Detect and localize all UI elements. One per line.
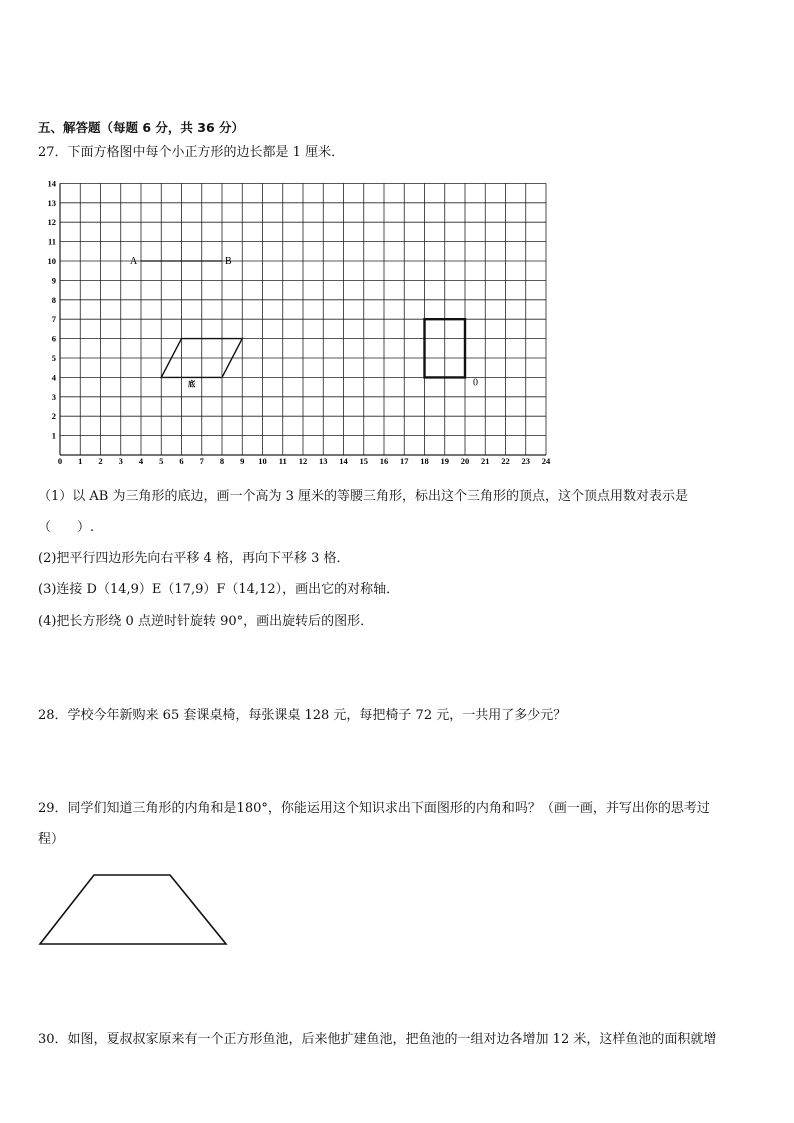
y-tick-label: 14 (47, 178, 56, 189)
y-tick-label: 12 (47, 217, 56, 228)
section-title: 五、解答题（每题 6 分，共 36 分） (38, 120, 245, 135)
y-tick-label: 2 (51, 411, 56, 422)
coordinate-grid (0, 0, 794, 480)
pivot-label: 0 (473, 377, 478, 389)
question-27-part-1: （1）以 AB 为三角形的底边，画一个高为 3 厘米的等腰三角形，标出这个三角形的顶点，这个顶点用数对表示是 (38, 489, 689, 504)
x-tick-label: 8 (219, 456, 225, 466)
x-tick-label: 24 (541, 456, 551, 466)
y-tick-label: 9 (51, 275, 56, 286)
x-tick-label: 9 (240, 456, 245, 466)
y-tick-label: 7 (51, 314, 56, 325)
x-tick-label: 14 (339, 456, 348, 466)
question-30: 30．如图，夏叔叔家原来有一个正方形鱼池，后来他扩建鱼池，把鱼池的一组对边各增加 12 米，这样鱼池的面积就增 (38, 1032, 717, 1047)
x-tick-label: 7 (199, 456, 204, 466)
x-tick-label: 16 (379, 456, 389, 466)
x-tick-label: 20 (460, 456, 470, 466)
y-tick-label: 4 (51, 372, 56, 383)
x-tick-label: 17 (400, 456, 409, 466)
trapezoid-shape (40, 875, 226, 944)
x-tick-label: 15 (359, 456, 368, 466)
x-tick-label: 12 (298, 456, 308, 466)
x-tick-label: 3 (118, 456, 123, 466)
x-tick-label: 23 (521, 456, 530, 466)
question-27-stem: 27．下面方格图中每个小正方形的边长都是 1 厘米． (38, 145, 345, 160)
question-29-line-1: 29．同学们知道三角形的内角和是180°，你能运用这个知识求出下面图形的内角和吗？（画一画，并写出你的思考过 (38, 801, 710, 816)
label-a: A (130, 256, 138, 267)
trapezoid-figure (30, 865, 240, 955)
x-tick-label: 13 (319, 456, 328, 466)
base-label: 底 (187, 379, 196, 389)
x-tick-label: 10 (258, 456, 267, 466)
question-27-part-3: (3)连接 D（14,9）E（17,9）F（14,12），画出它的对称轴． (38, 582, 400, 597)
y-tick-label: 10 (47, 256, 56, 266)
x-tick-label: 0 (57, 456, 63, 466)
x-tick-label: 18 (420, 456, 429, 466)
y-tick-label: 5 (51, 353, 56, 363)
y-tick-label: 6 (51, 333, 56, 344)
x-tick-label: 11 (278, 456, 287, 466)
question-28: 28．学校今年新购来 65 套课桌椅，每张课桌 128 元，每把椅子 72 元，一共用了多少元？ (38, 708, 567, 723)
x-tick-label: 5 (159, 456, 164, 466)
x-tick-label: 6 (179, 456, 184, 466)
y-tick-label: 13 (47, 197, 56, 208)
y-tick-label: 11 (47, 236, 56, 247)
y-tick-label: 3 (51, 391, 56, 402)
question-29-line-2: 程） (38, 832, 65, 847)
x-tick-label: 22 (501, 456, 510, 466)
x-tick-label: 19 (440, 456, 449, 466)
x-tick-label: 2 (98, 456, 103, 466)
question-27-part-1-answer-blank: （ ）. (38, 520, 95, 535)
question-27-part-4: (4)把长方形绕 0 点逆时针旋转 90°，画出旋转后的图形． (38, 614, 374, 629)
y-tick-label: 8 (51, 294, 56, 305)
x-tick-label: 4 (138, 456, 144, 466)
x-tick-label: 21 (481, 456, 490, 466)
x-tick-label: 1 (78, 456, 83, 466)
label-b: B (225, 256, 232, 267)
question-27-part-2: (2)把平行四边形先向右平移 4 格，再向下平移 3 格． (38, 551, 350, 566)
y-tick-label: 1 (51, 430, 56, 441)
